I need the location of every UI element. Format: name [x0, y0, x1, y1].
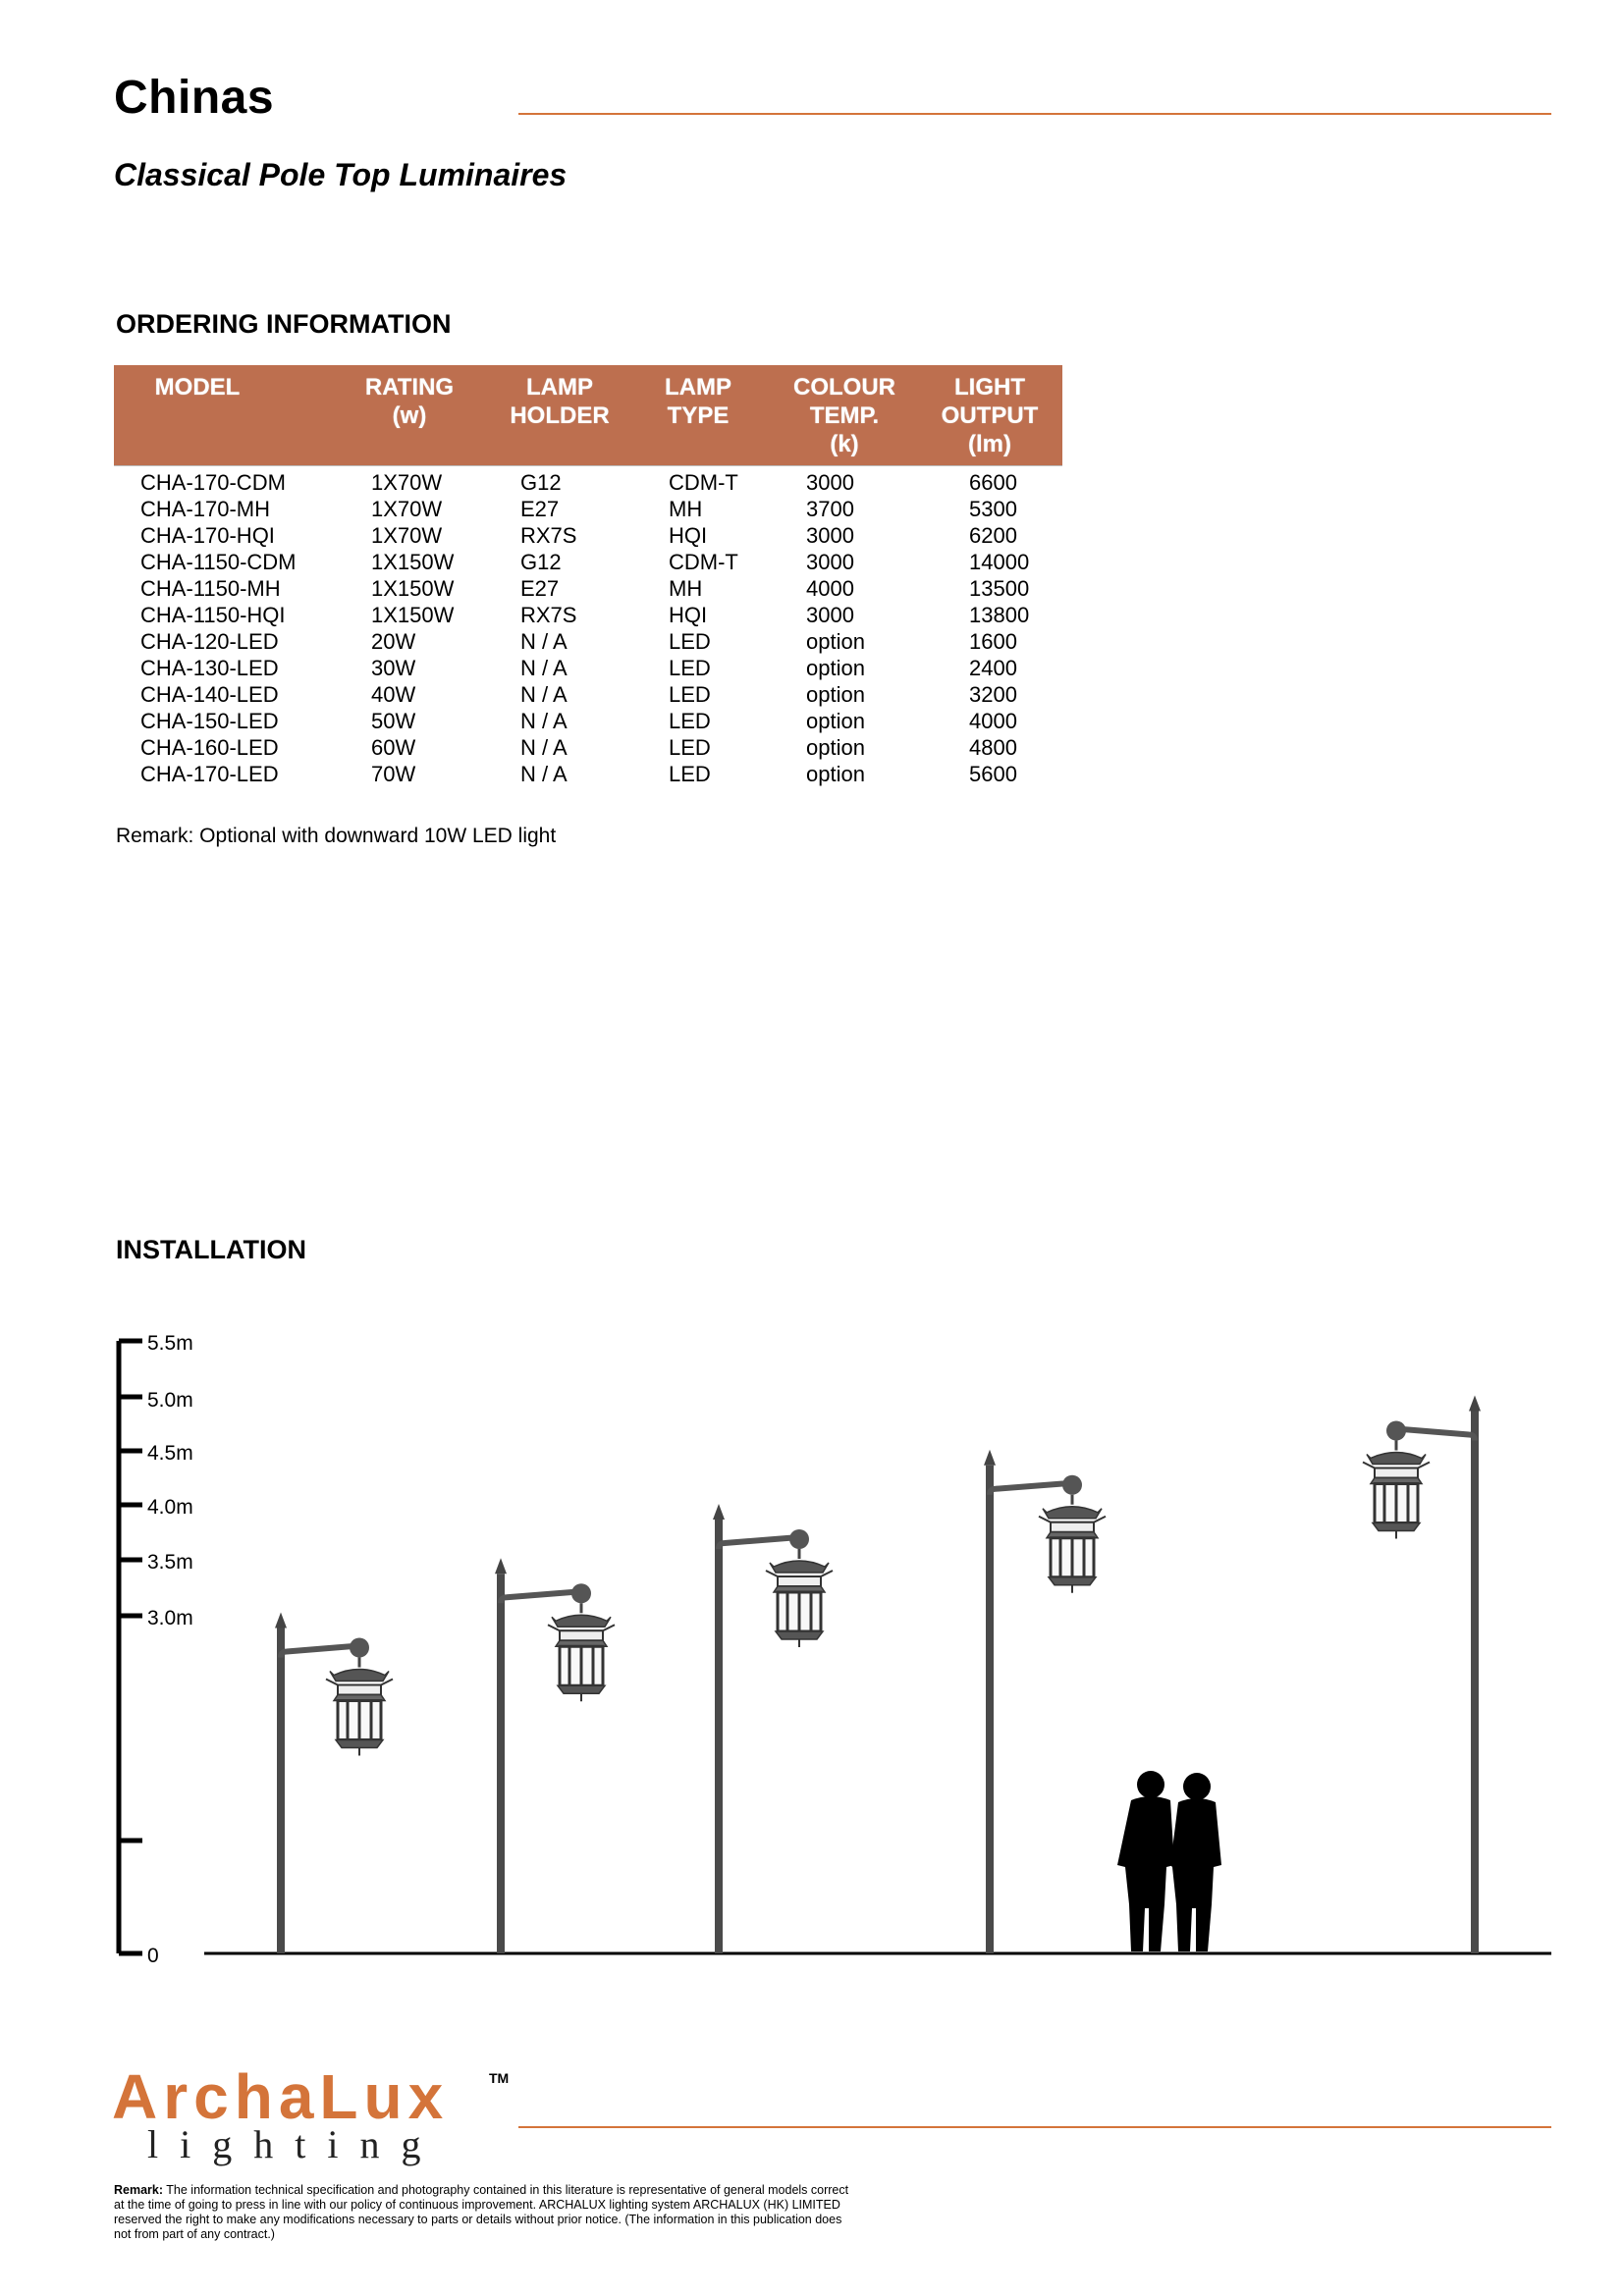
installation-heading: INSTALLATION	[116, 1235, 306, 1264]
footer-remark-text: The information technical specification and photography contained in this literature is representative of general models correct at the time of going to press in line with our policy of continuous improvement. ARCHALUX lighting system ARCHALUX (HK) LIMITED reserved the right to make any modifications necessary to parts or details without prior notice. (The information in this publication does not from part of any contract.)	[114, 2183, 849, 2241]
table-row	[114, 522, 1062, 549]
col-header-light-output: LIGHT OUTPUT (lm)	[941, 374, 1039, 457]
table-cell: N / A	[520, 709, 568, 733]
lantern-icon	[548, 1603, 615, 1701]
table-cell: RX7S	[520, 603, 577, 627]
table-row	[114, 549, 1062, 575]
table-cell: N / A	[520, 629, 568, 654]
table-row	[114, 655, 1062, 681]
table-cell: 6600	[969, 470, 1017, 495]
table-cell: 1600	[969, 629, 1017, 654]
table-cell: E27	[520, 576, 560, 601]
table-cell: 4800	[969, 735, 1017, 760]
table-cell: 6200	[969, 523, 1017, 548]
table-cell: MH	[669, 497, 703, 521]
archalux-logo	[112, 2061, 524, 2169]
table-cell: 4000	[969, 709, 1017, 733]
table-cell: option	[806, 682, 865, 707]
table-cell: option	[806, 762, 865, 786]
table-cell: option	[806, 735, 865, 760]
table-cell: 1X150W	[371, 550, 455, 574]
table-cell: 1X150W	[371, 576, 455, 601]
table-cell: 5600	[969, 762, 1017, 786]
table-cell: N / A	[520, 762, 568, 786]
street-pole	[275, 1613, 393, 1954]
table-cell: LED	[669, 629, 711, 654]
table-cell: MH	[669, 576, 703, 601]
table-cell: 13800	[969, 603, 1030, 627]
table-cell: 3000	[806, 523, 854, 548]
table-body	[114, 469, 1062, 787]
table-cell: RX7S	[520, 523, 577, 548]
table-cell: 3000	[806, 470, 854, 495]
scale-label: 3.0m	[147, 1607, 193, 1629]
table-cell: 3200	[969, 682, 1017, 707]
poles-group	[275, 1396, 1481, 1954]
page-title: Chinas	[114, 72, 275, 124]
table-cell: 1X70W	[371, 523, 443, 548]
table-cell: CHA-140-LED	[140, 682, 279, 707]
table-cell: CHA-130-LED	[140, 656, 279, 680]
street-pole	[1363, 1396, 1481, 1954]
table-cell: CHA-120-LED	[140, 629, 279, 654]
table-cell: 1X150W	[371, 603, 455, 627]
table-cell: CHA-170-MH	[140, 497, 271, 521]
table-cell: CHA-1150-MH	[140, 576, 281, 601]
trademark: TM	[489, 2070, 510, 2086]
table-cell: CHA-1150-CDM	[140, 550, 297, 574]
table-cell: LED	[669, 735, 711, 760]
logo-wordmark: ArchaLux	[112, 2061, 450, 2132]
table-cell: CHA-170-LED	[140, 762, 279, 786]
table-cell: HQI	[669, 523, 708, 548]
table-cell: CDM-T	[669, 550, 738, 574]
footer-remark-label: Remark:	[114, 2183, 164, 2197]
scale-label: 5.5m	[147, 1332, 193, 1355]
table-cell: CHA-1150-HQI	[140, 603, 286, 627]
table-row	[114, 761, 1062, 787]
table-cell: 4000	[806, 576, 854, 601]
table-cell: 5300	[969, 497, 1017, 521]
table-cell: CDM-T	[669, 470, 738, 495]
col-header-rating: RATING (w)	[364, 374, 455, 429]
table-cell: 14000	[969, 550, 1030, 574]
table-cell: 20W	[371, 629, 416, 654]
page-subtitle: Classical Pole Top Luminaires	[114, 157, 568, 192]
footer-remark	[114, 2183, 860, 2242]
col-header-lamp-holder: LAMP HOLDER	[510, 374, 610, 429]
table-cell: 30W	[371, 656, 416, 680]
footer-divider	[518, 2126, 1551, 2128]
table-cell: option	[806, 629, 865, 654]
col-header-model: MODEL	[154, 374, 241, 400]
col-header-colour-temp: COLOUR TEMP. (k)	[793, 374, 895, 457]
table-cell: N / A	[520, 656, 568, 680]
table-cell: CHA-170-CDM	[140, 470, 286, 495]
street-pole	[495, 1558, 615, 1953]
table-row	[114, 734, 1062, 761]
title-divider	[518, 113, 1551, 115]
col-header-lamp-type: LAMP TYPE	[665, 374, 731, 429]
logo-sub: lighting	[147, 2122, 443, 2166]
table-cell: 70W	[371, 762, 416, 786]
table-row	[114, 708, 1062, 734]
table-cell: 40W	[371, 682, 416, 707]
table-cell: G12	[520, 470, 562, 495]
height-scale	[119, 1332, 193, 1967]
lantern-icon	[326, 1658, 393, 1756]
table-cell: N / A	[520, 682, 568, 707]
table-cell: LED	[669, 709, 711, 733]
table-cell: N / A	[520, 735, 568, 760]
scale-label: 3.5m	[147, 1551, 193, 1574]
table-cell: 2400	[969, 656, 1017, 680]
scale-label: 0	[147, 1945, 159, 1967]
table-row	[114, 575, 1062, 602]
table-cell: 3000	[806, 603, 854, 627]
table-divider	[114, 465, 1062, 466]
table-cell: CHA-170-HQI	[140, 523, 275, 548]
table-header	[114, 365, 1062, 465]
table-cell: option	[806, 709, 865, 733]
table-cell: 60W	[371, 735, 416, 760]
table-cell: 3700	[806, 497, 854, 521]
scale-label: 4.5m	[147, 1442, 193, 1465]
scale-label: 5.0m	[147, 1389, 193, 1412]
table-cell: LED	[669, 762, 711, 786]
table-cell: 13500	[969, 576, 1030, 601]
table-cell: CHA-150-LED	[140, 709, 279, 733]
table-cell: G12	[520, 550, 562, 574]
table-cell: HQI	[669, 603, 708, 627]
table-cell: 1X70W	[371, 497, 443, 521]
table-cell: CHA-160-LED	[140, 735, 279, 760]
table-row	[114, 602, 1062, 628]
ordering-remark: Remark: Optional with downward 10W LED light	[116, 825, 557, 847]
street-pole	[984, 1450, 1106, 1953]
lantern-icon	[766, 1549, 833, 1647]
table-cell: LED	[669, 656, 711, 680]
lantern-icon	[1363, 1441, 1430, 1539]
ordering-heading: ORDERING INFORMATION	[116, 309, 452, 339]
table-cell: 1X70W	[371, 470, 443, 495]
table-row	[114, 681, 1062, 708]
table-cell: 3000	[806, 550, 854, 574]
people-silhouette-icon	[1117, 1771, 1221, 1951]
lantern-icon	[1039, 1495, 1106, 1593]
table-cell: LED	[669, 682, 711, 707]
table-row	[114, 496, 1062, 522]
installation-diagram	[0, 1315, 1624, 1983]
table-cell: 50W	[371, 709, 416, 733]
table-row	[114, 469, 1062, 496]
street-pole	[713, 1504, 833, 1953]
table-cell: E27	[520, 497, 560, 521]
scale-label: 4.0m	[147, 1496, 193, 1519]
table-cell: option	[806, 656, 865, 680]
table-row	[114, 628, 1062, 655]
